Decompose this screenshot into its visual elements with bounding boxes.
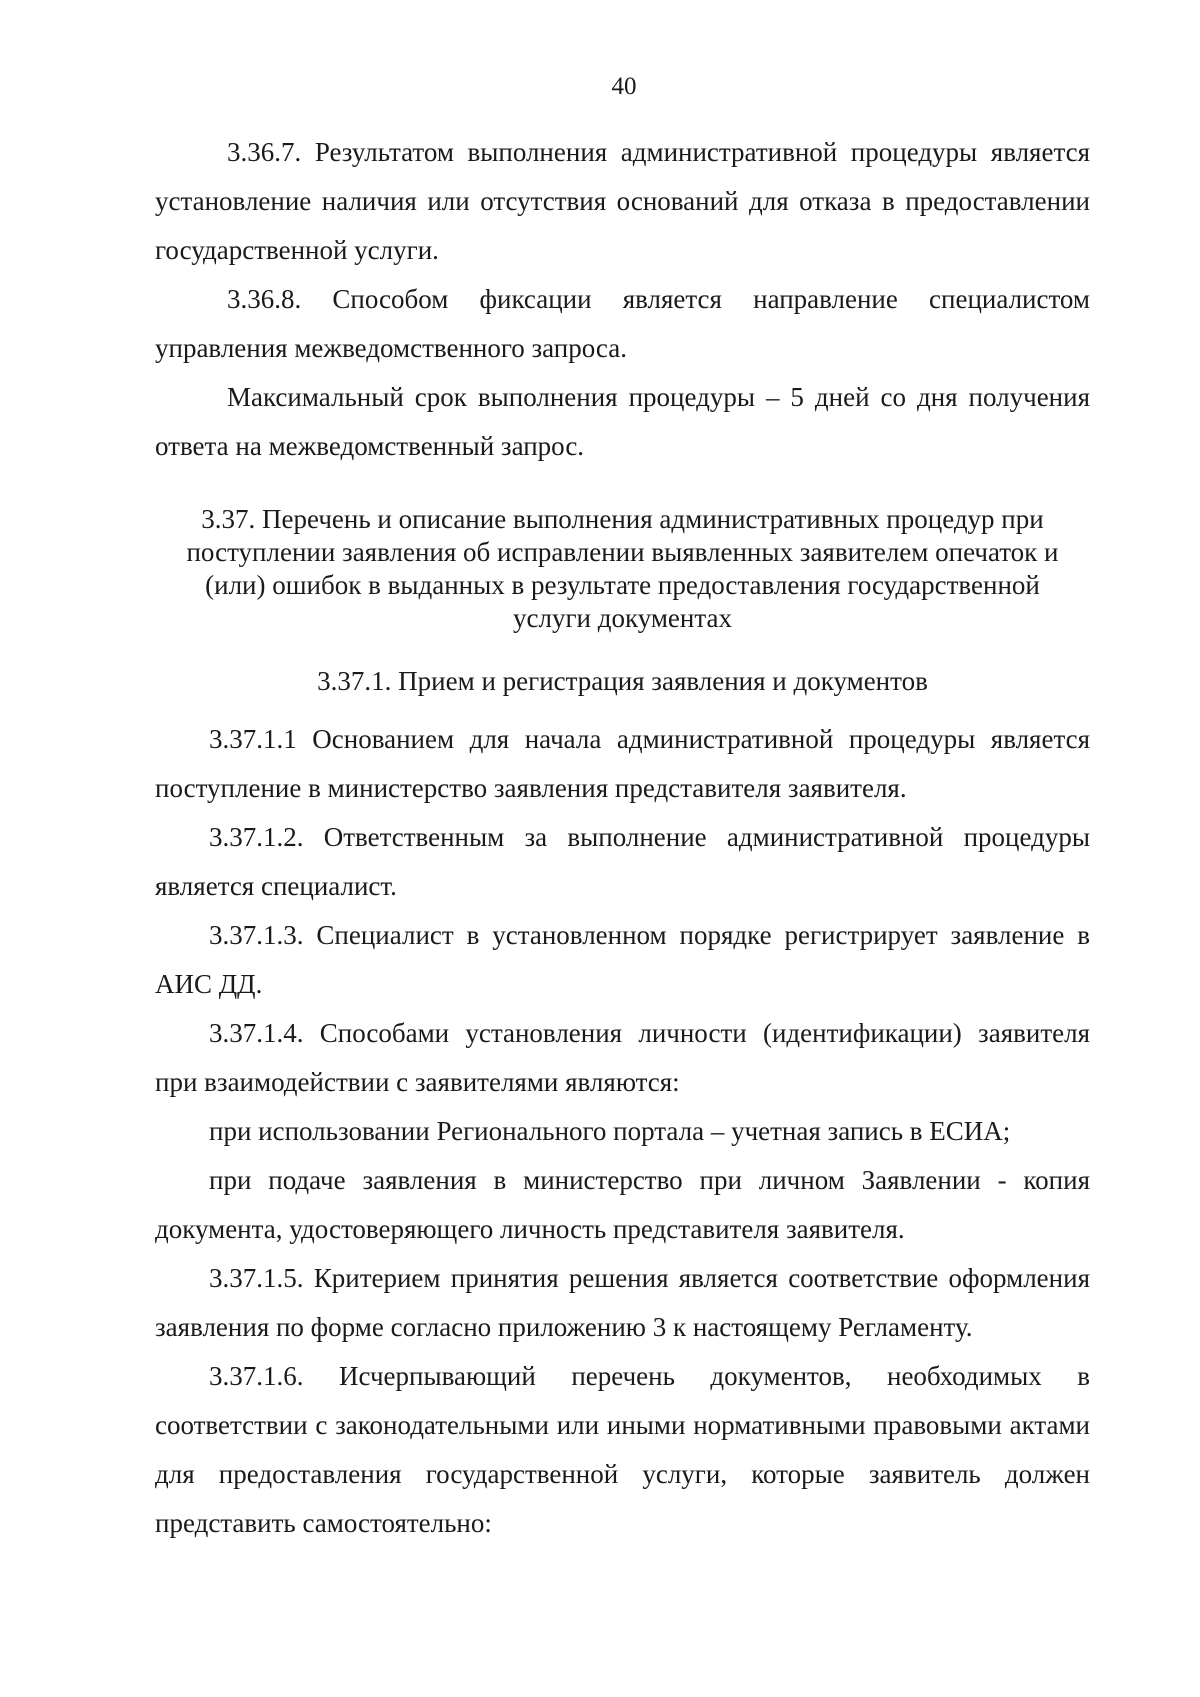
- paragraph-portal: при использовании Регионального портала – учетная запись в ЕСИА;: [209, 1116, 1011, 1146]
- paragraph-3-37-1-3: 3.37.1.3. Специалист в установленном порядке регистрирует заявление в АИС ДД.: [155, 920, 1090, 999]
- section-heading-line: 3.37. Перечень и описание выполнения административных процедур при: [201, 504, 1044, 534]
- document-body: [155, 128, 1090, 1548]
- section-heading-line: поступлении заявления об исправлении выявленных заявителем опечаток и: [186, 537, 1059, 567]
- paragraph-3-37-1-2: 3.37.1.2. Ответственным за выполнение административной процедуры является специалист.: [155, 822, 1090, 901]
- paragraph-3-36-8: 3.36.8. Способом фиксации является направление специалистом управления межведомственного запроса.: [155, 284, 1090, 363]
- section-heading-line: услуги документах: [513, 603, 732, 633]
- subsection-heading: 3.37.1. Прием и регистрация заявления и документов: [317, 666, 928, 696]
- paragraph-3-37-1-1: 3.37.1.1 Основанием для начала административной процедуры является поступление в министерство заявления представителя заявителя.: [155, 724, 1090, 803]
- paragraph-3-37-1-4: 3.37.1.4. Способами установления личности (идентификации) заявителя при взаимодействии с заявителями являются:: [155, 1018, 1090, 1097]
- paragraph-3-36-7: 3.36.7. Результатом выполнения административной процедуры является установление наличия или отсутствия оснований для отказа в предоставлении государственной услуги.: [155, 137, 1090, 265]
- paragraph-3-37-1-6: 3.37.1.6. Исчерпывающий перечень документов, необходимых в соответствии с законодательными или иными нормативными правовыми актами для предоставления государственной услуги, которые заявитель должен представить самостоятельно:: [155, 1361, 1090, 1538]
- paragraph-ministry: при подаче заявления в министерство при личном Заявлении - копия документа, удостоверяющего личность представителя заявителя.: [155, 1165, 1090, 1244]
- paragraph-max-term: Максимальный срок выполнения процедуры – 5 дней со дня получения ответа на межведомственный запрос.: [155, 382, 1090, 461]
- paragraph-3-37-1-5: 3.37.1.5. Критерием принятия решения является соответствие оформления заявления по форме согласно приложению 3 к настоящему Регламенту.: [155, 1263, 1090, 1342]
- page-number: 40: [611, 73, 637, 100]
- section-heading-line: (или) ошибок в выданных в результате предоставления государственной: [205, 570, 1040, 600]
- section-heading: [155, 503, 1090, 635]
